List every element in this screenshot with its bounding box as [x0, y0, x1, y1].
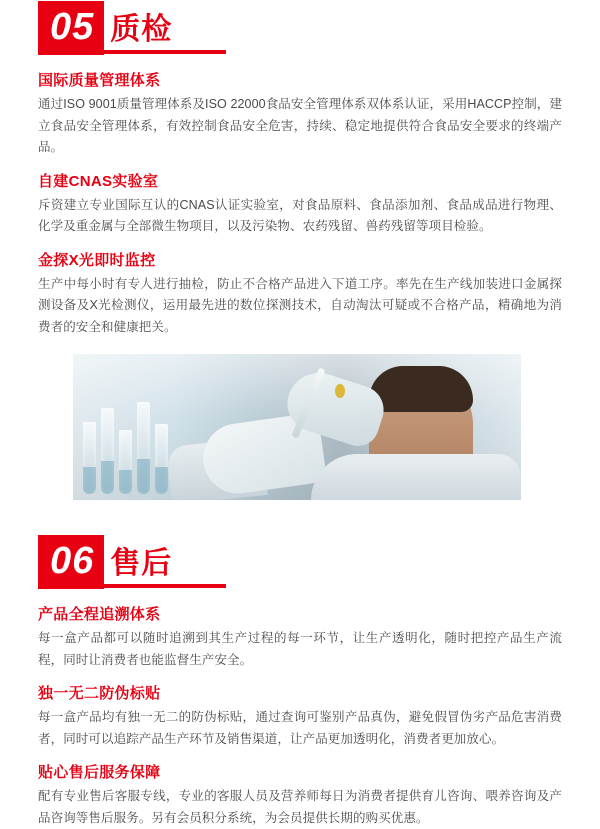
block-heading: 国际质量管理体系 [38, 72, 161, 89]
test-tube-icon [155, 424, 168, 494]
technician-hair [369, 366, 473, 412]
section-banner-06 [38, 534, 562, 590]
section-underline-05 [38, 50, 226, 54]
block-heading: 自建CNAS实验室 [38, 172, 159, 190]
lab-technician-photo [73, 354, 521, 500]
section-number-06: 06 [38, 535, 104, 589]
block-text: 每一盒产品都可以随时追溯到其生产过程的每一环节，让生产透明化，随时把控产品生产流程，同时让消费者也能监督生产安全。 [38, 631, 562, 667]
liquid-drop-icon [335, 384, 345, 398]
content-block [38, 70, 562, 159]
block-text: 斥资建立专业国际互认的CNAS认证实验室，对食品原料、食品添加剂、食品成品进行物理、化学及重金属与全部微生物项目，以及污染物、农药残留、兽药残留等项目检验。 [38, 197, 562, 233]
content-block [38, 683, 562, 750]
section-title-06: 售后 [110, 547, 173, 580]
block-heading: 金探X光即时监控 [38, 251, 156, 269]
content-block [38, 762, 562, 829]
content-block [38, 250, 562, 339]
technician-labcoat [311, 454, 521, 500]
test-tube-icon [119, 430, 132, 494]
section-banner-05 [38, 0, 562, 56]
block-heading: 独一无二防伪标贴 [38, 685, 161, 702]
block-text: 配有专业售后客服专线，专业的客服人员及营养师每日为消费者提供育儿咨询、喂养咨询及产品咨询等售后服务。另有会员积分系统，为会员提供长期的购买优惠。 [38, 789, 562, 825]
section-underline-06 [38, 584, 226, 588]
section-title-05: 质检 [110, 13, 173, 46]
test-tube-icon [137, 402, 150, 494]
block-heading: 贴心售后服务保障 [38, 764, 161, 781]
block-text: 生产中每小时有专人进行抽检，防止不合格产品进入下道工序。率先在生产线加装进口金属探测设备及X光检测仪，运用最先进的数位探测技术，自动淘汰可疑或不合格产品，精确地为消费者的安全和健康把关。 [38, 276, 562, 334]
content-block [38, 604, 562, 671]
content-block [38, 171, 562, 238]
block-text: 每一盒产品均有独一无二的防伪标贴，通过查询可鉴别产品真伪，避免假冒伪劣产品危害消费者，同时可以追踪产品生产环节及销售渠道，让产品更加透明化，消费者更加放心。 [38, 710, 562, 746]
block-text: 通过ISO 9001质量管理体系及ISO 22000食品安全管理体系双体系认证，采用HACCP控制，建立食品安全管理体系，有效控制食品安全危害，持续、稳定地提供符合食品安全要求的终端产品。 [38, 97, 562, 154]
block-heading: 产品全程追溯体系 [38, 606, 161, 623]
test-tube-icon [83, 422, 96, 494]
test-tube-icon [101, 408, 114, 494]
section-spacer [38, 500, 562, 534]
section-number-05: 05 [38, 1, 104, 55]
